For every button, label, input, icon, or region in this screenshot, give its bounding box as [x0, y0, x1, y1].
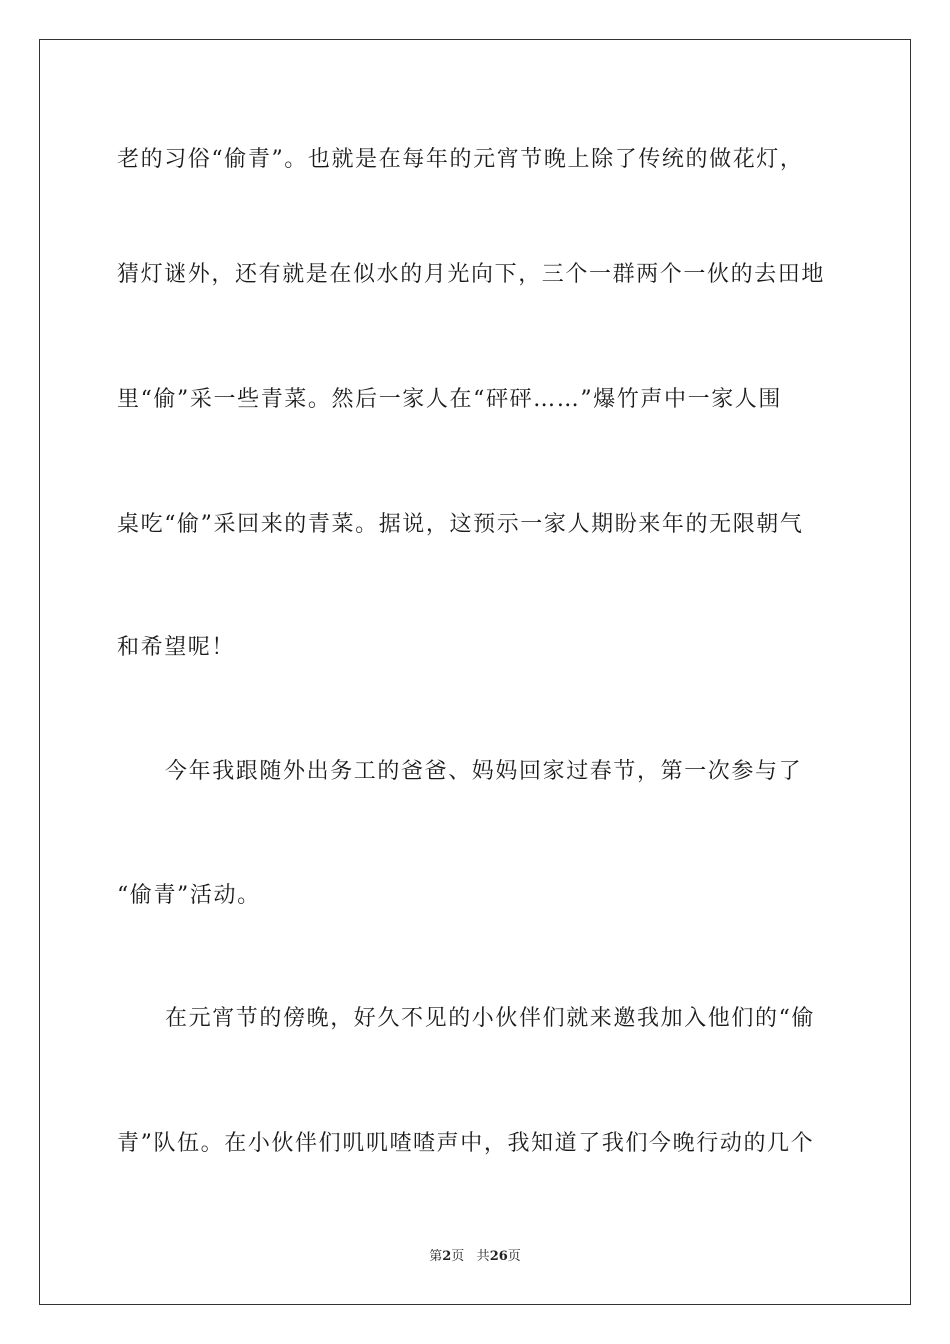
text-line-2: 猜灯谜外，还有就是在似水的月光向下，三个一群两个一伙的去田地 — [117, 262, 826, 287]
page-footer — [0, 1248, 950, 1266]
text-line-4: 桌吃“偷”采回来的青菜。据说，这预示一家人期盼来年的无限朝气 — [117, 512, 804, 537]
page-suffix: 页 — [451, 1249, 465, 1264]
text-line-3: 里“偷”采一些青菜。然后一家人在“砰砰……”爆竹声中一家人围 — [117, 387, 782, 412]
text-line-9: 青”队伍。在小伙伴们叽叽喳喳声中，我知道了我们今晚行动的几个 — [117, 1131, 815, 1156]
total-prefix: 共 — [476, 1249, 490, 1264]
text-line-8: 在元宵节的傍晚，好久不见的小伙伴们就来邀我加入他们的“偷 — [165, 1006, 816, 1031]
page-prefix: 第 — [429, 1249, 443, 1264]
total-suffix: 页 — [507, 1249, 521, 1264]
page-border — [39, 39, 911, 1305]
page-number: 2 — [442, 1249, 452, 1264]
total-pages: 26 — [489, 1249, 508, 1264]
text-line-1: 老的习俗“偷青”。也就是在每年的元宵节晚上除了传统的做花灯， — [117, 147, 804, 172]
text-line-6: 今年我跟随外出务工的爸爸、妈妈回家过春节，第一次参与了 — [165, 759, 803, 784]
text-line-7: “偷青”活动。 — [117, 883, 261, 908]
text-line-5: 和希望呢！ — [117, 635, 236, 660]
